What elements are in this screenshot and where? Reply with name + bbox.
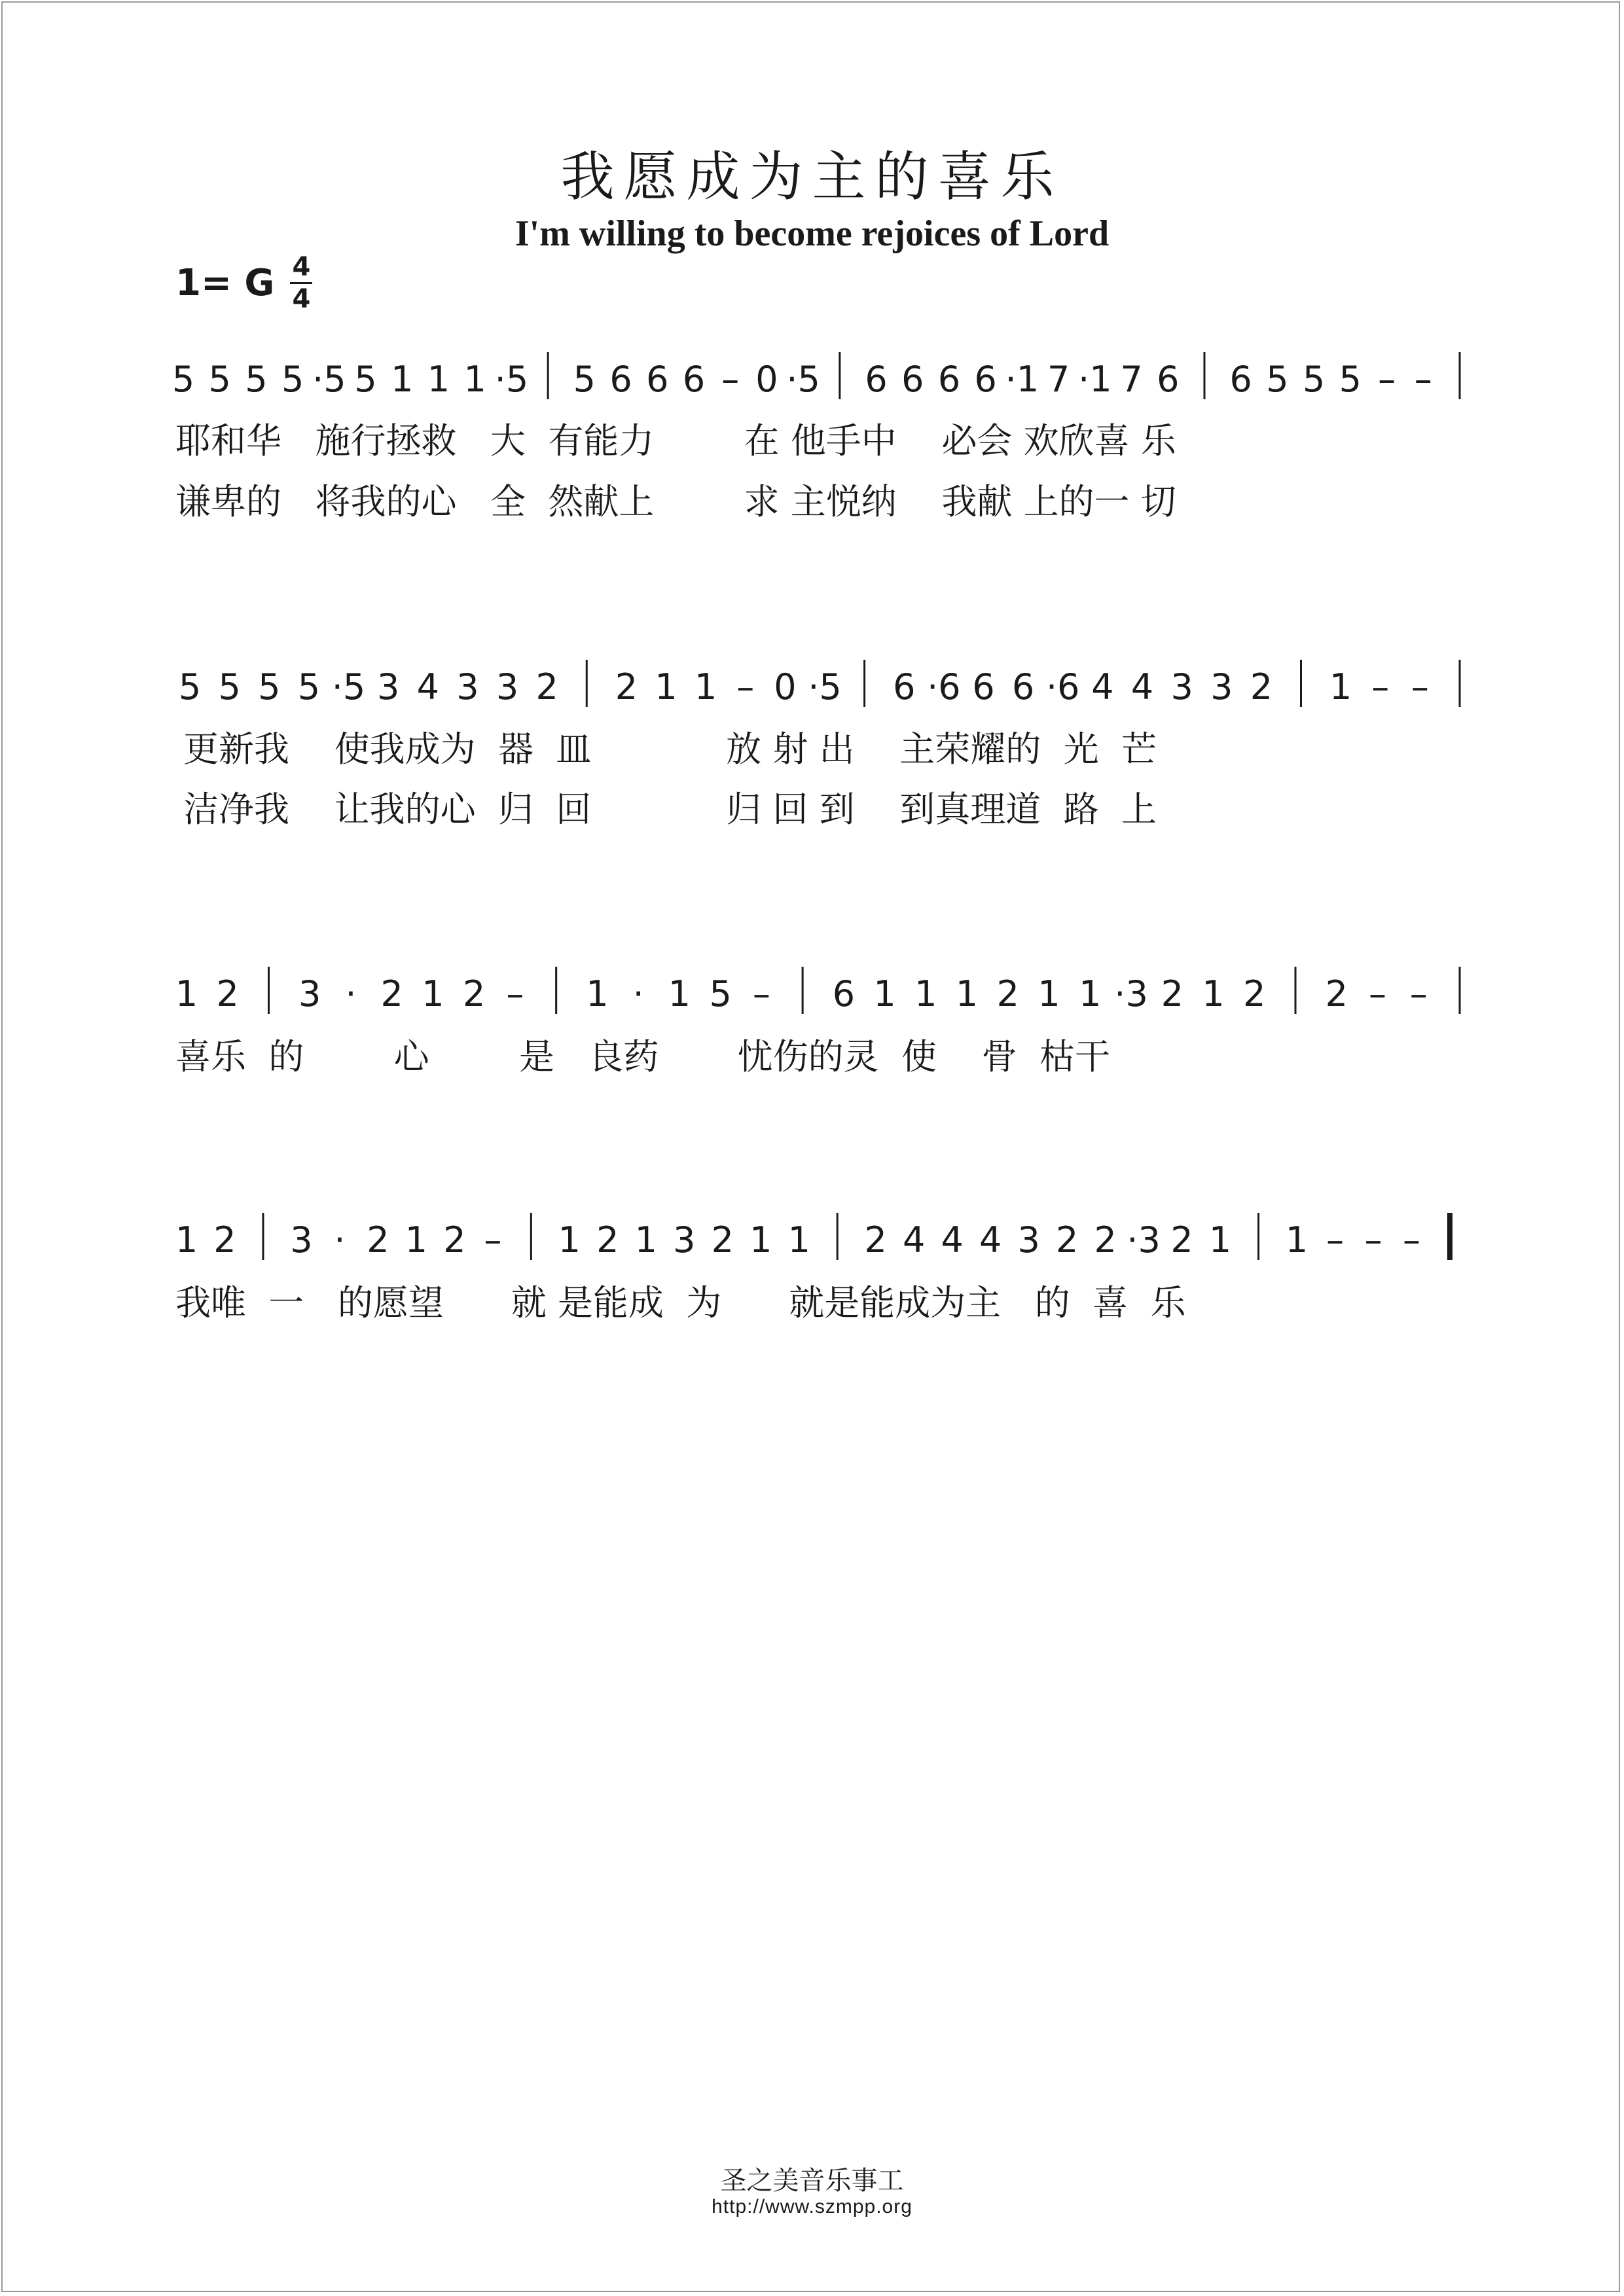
note: 4 bbox=[941, 1219, 964, 1261]
note: – bbox=[1326, 1219, 1344, 1261]
note: 3 bbox=[456, 666, 479, 708]
note: 1 bbox=[1038, 973, 1060, 1014]
note: 1 bbox=[405, 1219, 428, 1261]
note: ·5 bbox=[312, 359, 346, 400]
note: 1 bbox=[873, 973, 896, 1014]
note: – bbox=[1403, 1219, 1421, 1261]
note: 2 bbox=[615, 666, 638, 708]
note: – bbox=[1411, 666, 1429, 708]
note: 2 bbox=[1094, 1219, 1117, 1261]
note: 6 bbox=[609, 359, 632, 400]
note: 2 bbox=[463, 973, 486, 1014]
note: 4 bbox=[979, 1219, 1002, 1261]
note: · bbox=[345, 973, 357, 1014]
lyric-line: 耶和华 施行拯救 大 有能力 在 他手中 必会 欢欣喜 乐 bbox=[175, 420, 1176, 461]
note: 5 bbox=[573, 359, 596, 400]
note: 5 bbox=[258, 666, 281, 708]
note: ·3 bbox=[1127, 1219, 1161, 1261]
note: 1 bbox=[427, 359, 450, 400]
note: ·6 bbox=[927, 666, 961, 708]
note: 6 bbox=[893, 666, 916, 708]
note: 1 bbox=[634, 1219, 657, 1261]
note: 2 bbox=[711, 1219, 734, 1261]
song-title: 我愿成为主的喜乐 bbox=[560, 146, 1064, 208]
song-subtitle: I'm willing to become rejoices of Lord bbox=[514, 213, 1110, 254]
note: 5 bbox=[1302, 359, 1326, 400]
note: 2 bbox=[1243, 973, 1266, 1014]
note: 1 bbox=[463, 359, 486, 400]
note: 1 bbox=[586, 973, 609, 1014]
note: 2 bbox=[535, 666, 558, 708]
note: 1 bbox=[1285, 1219, 1308, 1261]
note: 3 bbox=[496, 666, 519, 708]
note: 7 bbox=[1047, 359, 1070, 400]
note: 6 bbox=[1157, 359, 1180, 400]
note: · bbox=[632, 973, 644, 1014]
note: ·1 bbox=[1005, 359, 1039, 400]
note: 5 bbox=[178, 666, 202, 708]
note: 2 bbox=[380, 973, 403, 1014]
note: 1 bbox=[1079, 973, 1102, 1014]
note: 5 bbox=[171, 359, 195, 400]
note: 5 bbox=[281, 359, 304, 400]
note: 2 bbox=[596, 1219, 619, 1261]
note: 7 bbox=[1120, 359, 1143, 400]
note: 4 bbox=[1130, 666, 1154, 708]
note: 2 bbox=[216, 973, 239, 1014]
note: 3 bbox=[290, 1219, 313, 1261]
note: 5 bbox=[208, 359, 231, 400]
note: 3 bbox=[673, 1219, 696, 1261]
note: 5 bbox=[1266, 359, 1289, 400]
note: 6 bbox=[937, 359, 961, 400]
note: ·3 bbox=[1114, 973, 1148, 1014]
note: 2 bbox=[864, 1219, 887, 1261]
note: 6 bbox=[682, 359, 706, 400]
note: ·1 bbox=[1078, 359, 1112, 400]
note: · bbox=[334, 1219, 346, 1261]
note: 1 bbox=[175, 973, 198, 1014]
note: ·5 bbox=[808, 666, 842, 708]
note: ·5 bbox=[494, 359, 529, 400]
footer-org: 圣之美音乐事工 bbox=[720, 2166, 904, 2196]
note: – bbox=[1378, 359, 1396, 400]
note: 3 bbox=[376, 666, 400, 708]
lyric-line: 谦卑的 将我的心 全 然献上 求 主悦纳 我献 上的一 切 bbox=[175, 481, 1176, 522]
note: 3 bbox=[1017, 1219, 1040, 1261]
note: – bbox=[506, 973, 524, 1014]
note: 1 bbox=[668, 973, 691, 1014]
note: 1 bbox=[787, 1219, 810, 1261]
note: – bbox=[1364, 1219, 1382, 1261]
note: 6 bbox=[1011, 666, 1035, 708]
note: 2 bbox=[1161, 973, 1183, 1014]
note: 1 bbox=[1208, 1219, 1232, 1261]
note: 2 bbox=[443, 1219, 466, 1261]
note: 2 bbox=[213, 1219, 236, 1261]
key-label: 1= G bbox=[175, 262, 275, 304]
note: 2 bbox=[367, 1219, 389, 1261]
note: 5 bbox=[297, 666, 321, 708]
note: – bbox=[1371, 666, 1390, 708]
note: 2 bbox=[1325, 973, 1348, 1014]
note: 1 bbox=[558, 1219, 581, 1261]
note: 5 bbox=[218, 666, 241, 708]
lyric-line: 更新我 使我成为 器 皿 放 射 出 主荣耀的 光 芒 bbox=[183, 728, 1157, 770]
lyric-line: 喜乐 的 心 是 良药 忧伤的灵 使 骨 枯干 bbox=[175, 1036, 1110, 1077]
note: 2 bbox=[1055, 1219, 1079, 1261]
note: 3 bbox=[298, 973, 321, 1014]
note: 6 bbox=[972, 666, 995, 708]
lyric-line: 我唯 一 的愿望 就 是能成 为 就是能成为主 的 喜 乐 bbox=[175, 1282, 1186, 1323]
note: 6 bbox=[974, 359, 997, 400]
note: 1 bbox=[1202, 973, 1225, 1014]
note: 1 bbox=[422, 973, 444, 1014]
note: 3 bbox=[1170, 666, 1193, 708]
note: 6 bbox=[646, 359, 669, 400]
note: 1 bbox=[955, 973, 979, 1014]
note: 1 bbox=[1329, 666, 1352, 708]
note: – bbox=[721, 359, 740, 400]
footer-url: http://www.szmpp.org bbox=[712, 2196, 912, 2217]
time-signature-top: 4 bbox=[292, 252, 311, 282]
note: – bbox=[1409, 973, 1428, 1014]
note: 4 bbox=[1091, 666, 1114, 708]
note: 4 bbox=[416, 666, 439, 708]
note: 1 bbox=[391, 359, 414, 400]
note: 2 bbox=[1170, 1219, 1193, 1261]
note: ·5 bbox=[331, 666, 366, 708]
note: – bbox=[1414, 359, 1432, 400]
note: 1 bbox=[914, 973, 937, 1014]
note: 0 bbox=[755, 359, 778, 400]
note: 1 bbox=[175, 1219, 198, 1261]
note: 1 bbox=[655, 666, 677, 708]
time-signature-bottom: 4 bbox=[292, 284, 311, 314]
note: 6 bbox=[865, 359, 888, 400]
note: 3 bbox=[1210, 666, 1233, 708]
note: ·5 bbox=[786, 359, 820, 400]
note: – bbox=[484, 1219, 502, 1261]
note: 5 bbox=[245, 359, 268, 400]
note: 5 bbox=[709, 973, 732, 1014]
note: 2 bbox=[1250, 666, 1273, 708]
note: 6 bbox=[1229, 359, 1252, 400]
note: 4 bbox=[903, 1219, 926, 1261]
note: 5 bbox=[1339, 359, 1362, 400]
note: – bbox=[736, 666, 755, 708]
note: 1 bbox=[749, 1219, 772, 1261]
note: 1 bbox=[694, 666, 717, 708]
note: – bbox=[1369, 973, 1387, 1014]
note: 0 bbox=[774, 666, 797, 708]
note: – bbox=[752, 973, 770, 1014]
note: 6 bbox=[832, 973, 856, 1014]
note: 6 bbox=[901, 359, 924, 400]
note: 2 bbox=[996, 973, 1020, 1014]
lyric-line: 洁净我 让我的心 归 回 归 回 到 到真理道 路 上 bbox=[183, 789, 1157, 830]
note: 5 bbox=[354, 359, 377, 400]
note: ·6 bbox=[1045, 666, 1080, 708]
